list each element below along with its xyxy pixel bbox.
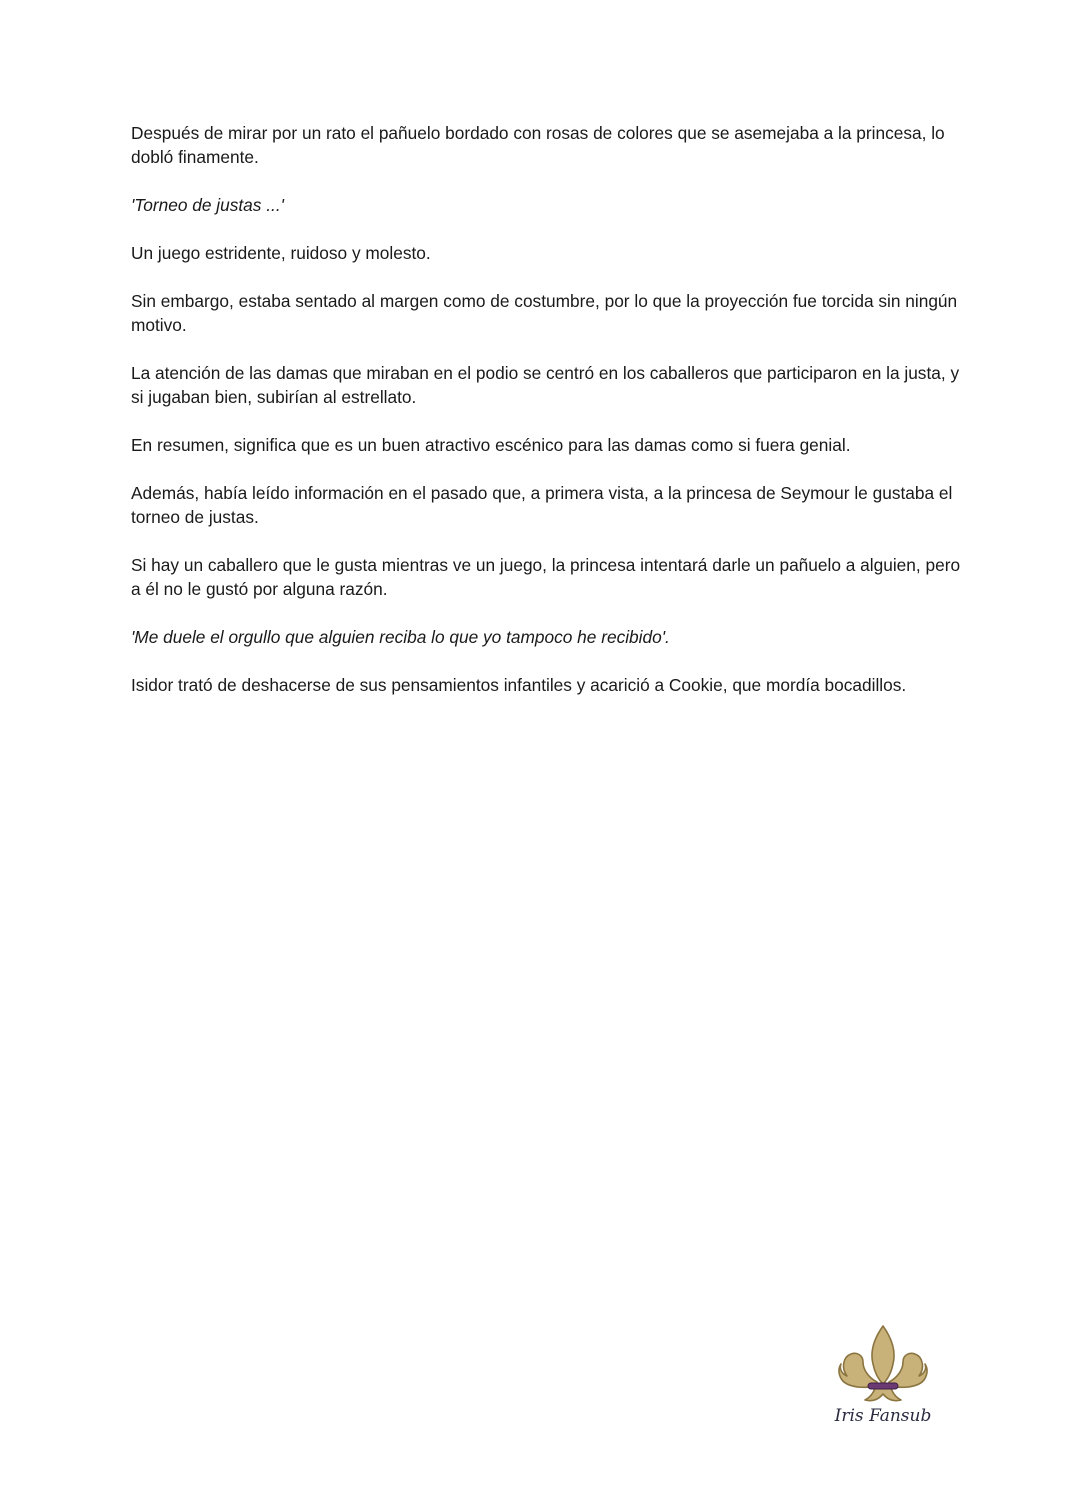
logo-text: Iris Fansub [834, 1406, 932, 1426]
paragraph: Isidor trató de deshacerse de sus pensamientos infantiles y acarició a Cookie, que mordía bocadillos. [131, 675, 907, 695]
iris-fansub-logo [833, 1322, 933, 1437]
document-body [131, 121, 961, 721]
paragraph: Un juego estridente, ruidoso y molesto. [131, 243, 431, 263]
paragraph: Después de mirar por un rato el pañuelo bordado con rosas de colores que se asemejaba a la princesa, lo dobló finamente. [131, 123, 945, 167]
fleur-de-lis-icon [833, 1322, 933, 1406]
paragraph: Además, había leído información en el pasado que, a primera vista, a la princesa de Seymour le gustaba el torneo de justas. [131, 483, 953, 527]
paragraph: 'Me duele el orgullo que alguien reciba lo que yo tampoco he recibido'. [131, 627, 670, 647]
paragraph: 'Torneo de justas ...' [131, 195, 284, 215]
paragraph: Sin embargo, estaba sentado al margen como de costumbre, por lo que la proyección fue torcida sin ningún motivo. [131, 291, 958, 335]
paragraph: La atención de las damas que miraban en el podio se centró en los caballeros que participaron en la justa, y si jugaban bien, subirían al estrellato. [131, 363, 960, 407]
paragraph: En resumen, significa que es un buen atractivo escénico para las damas como si fuera genial. [131, 435, 851, 455]
paragraph: Si hay un caballero que le gusta mientras ve un juego, la princesa intentará darle un pañuelo a alguien, pero a él no le gustó por alguna razón. [131, 555, 961, 599]
